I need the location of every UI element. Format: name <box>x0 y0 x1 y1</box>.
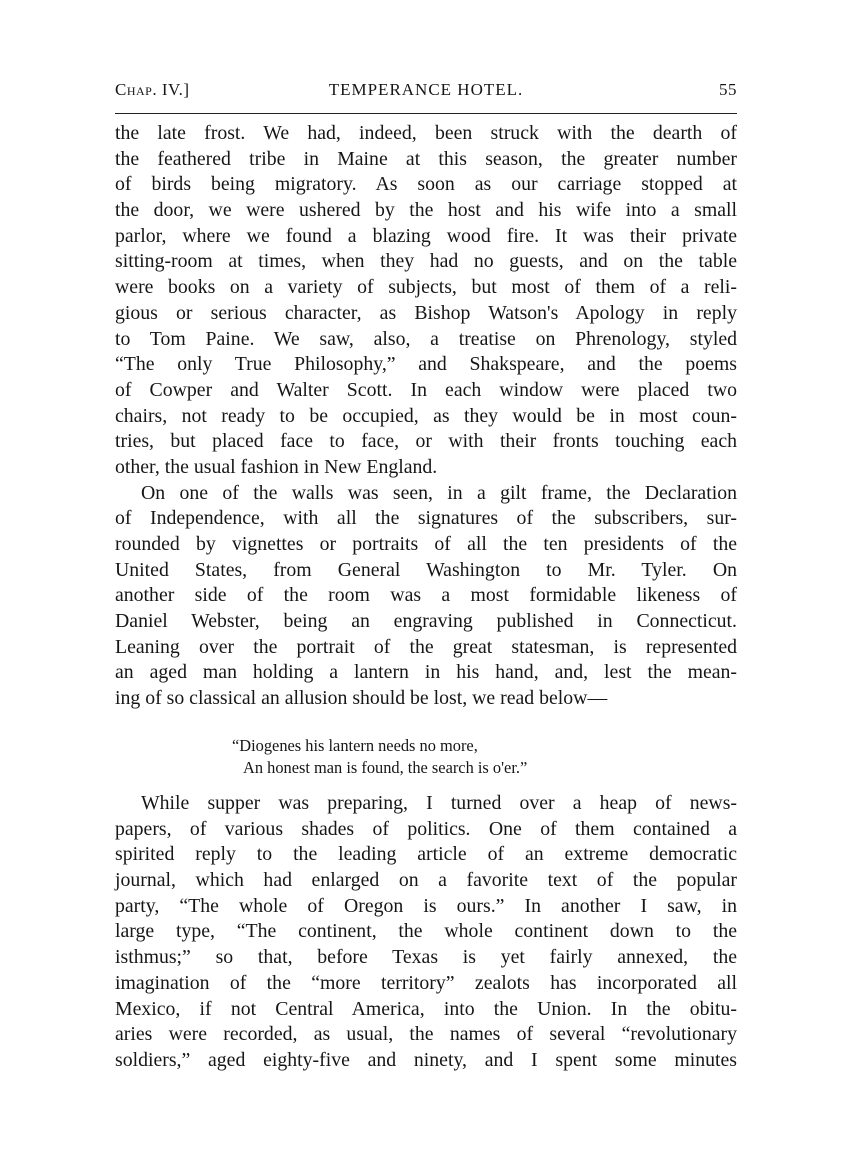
text-line: papers, of various shades of politics. One of them contained a <box>115 817 737 840</box>
text-line: Mexico, if not Central America, into the Union. In the obitu- <box>115 997 737 1020</box>
text-line: rounded by vignettes or portraits of all the ten presidents of the <box>115 533 737 555</box>
paragraph-1 <box>115 121 737 481</box>
text-line: of Independence, with all the signatures of the subscribers, sur- <box>115 507 737 530</box>
header-rule <box>115 113 737 114</box>
chapter-label: Chap. IV.] <box>115 80 190 99</box>
quote-line: “Diogenes his lantern needs no more, <box>232 736 478 755</box>
paragraph-3 <box>115 791 737 1074</box>
text-line: parlor, where we found a blazing wood fire. It was their private <box>115 224 737 247</box>
text-line: to Tom Paine. We saw, also, a treatise on Phrenology, styled <box>115 327 737 350</box>
text-line: ing of so classical an allusion should be lost, we read below— <box>115 687 608 710</box>
text-line: other, the usual fashion in New England. <box>115 455 438 478</box>
text-line: the late frost. We had, indeed, been struck with the dearth of <box>115 122 737 144</box>
running-head <box>115 80 737 106</box>
text-line: soldiers,” aged eighty-five and ninety, and I spent some minutes <box>115 1048 737 1071</box>
verse-quote <box>232 735 527 778</box>
text-line: tries, but placed face to face, or with their fronts touching each <box>115 430 737 453</box>
text-line: While supper was preparing, I turned over a heap of news- <box>141 792 737 814</box>
text-line: chairs, not ready to be occupied, as they would be in most coun- <box>115 404 737 427</box>
text-line: another side of the room was a most formidable likeness of <box>115 584 737 607</box>
text-line: On one of the walls was seen, in a gilt frame, the Declaration <box>141 481 737 504</box>
text-line: the door, we were ushered by the host and his wife into a small <box>115 199 737 222</box>
text-line: party, “The whole of Oregon is ours.” In another I saw, in <box>115 894 737 917</box>
page-number: 55 <box>719 80 737 99</box>
text-line: “The only True Philosophy,” and Shakspeare, and the poems <box>115 353 737 376</box>
body-text-upper <box>115 121 737 712</box>
text-line: Leaning over the portrait of the great statesman, is represented <box>115 635 737 658</box>
text-line: aries were recorded, as usual, the names of several “revolutionary <box>115 1023 737 1046</box>
text-line: sitting-room at times, when they had no guests, and on the table <box>115 250 737 273</box>
text-line: spirited reply to the leading article of an extreme democratic <box>115 843 737 866</box>
text-line: large type, “The continent, the whole continent down to the <box>115 920 737 943</box>
text-line: of Cowper and Walter Scott. In each window were placed two <box>115 378 737 401</box>
text-line: were books on a variety of subjects, but most of them of a reli- <box>115 276 737 299</box>
text-line: the feathered tribe in Maine at this season, the greater number <box>115 147 737 170</box>
text-line: gious or serious character, as Bishop Watson's Apology in reply <box>115 301 737 324</box>
text-line: imagination of the “more territory” zealots has incorporated all <box>115 971 737 994</box>
text-line: of birds being migratory. As soon as our carriage stopped at <box>115 173 737 196</box>
text-line: Daniel Webster, being an engraving published in Connecticut. <box>115 610 737 633</box>
running-title: TEMPERANCE HOTEL. <box>328 80 524 99</box>
text-line: United States, from General Washington to Mr. Tyler. On <box>115 558 737 581</box>
body-text-lower <box>115 791 737 1074</box>
text-line: isthmus;” so that, before Texas is yet fairly annexed, the <box>115 946 737 969</box>
paragraph-2 <box>115 481 737 712</box>
text-line: journal, which had enlarged on a favorite text of the popular <box>115 869 737 892</box>
quote-line: An honest man is found, the search is o'er.” <box>243 757 528 777</box>
text-line: an aged man holding a lantern in his hand, and, lest the mean- <box>115 661 737 684</box>
